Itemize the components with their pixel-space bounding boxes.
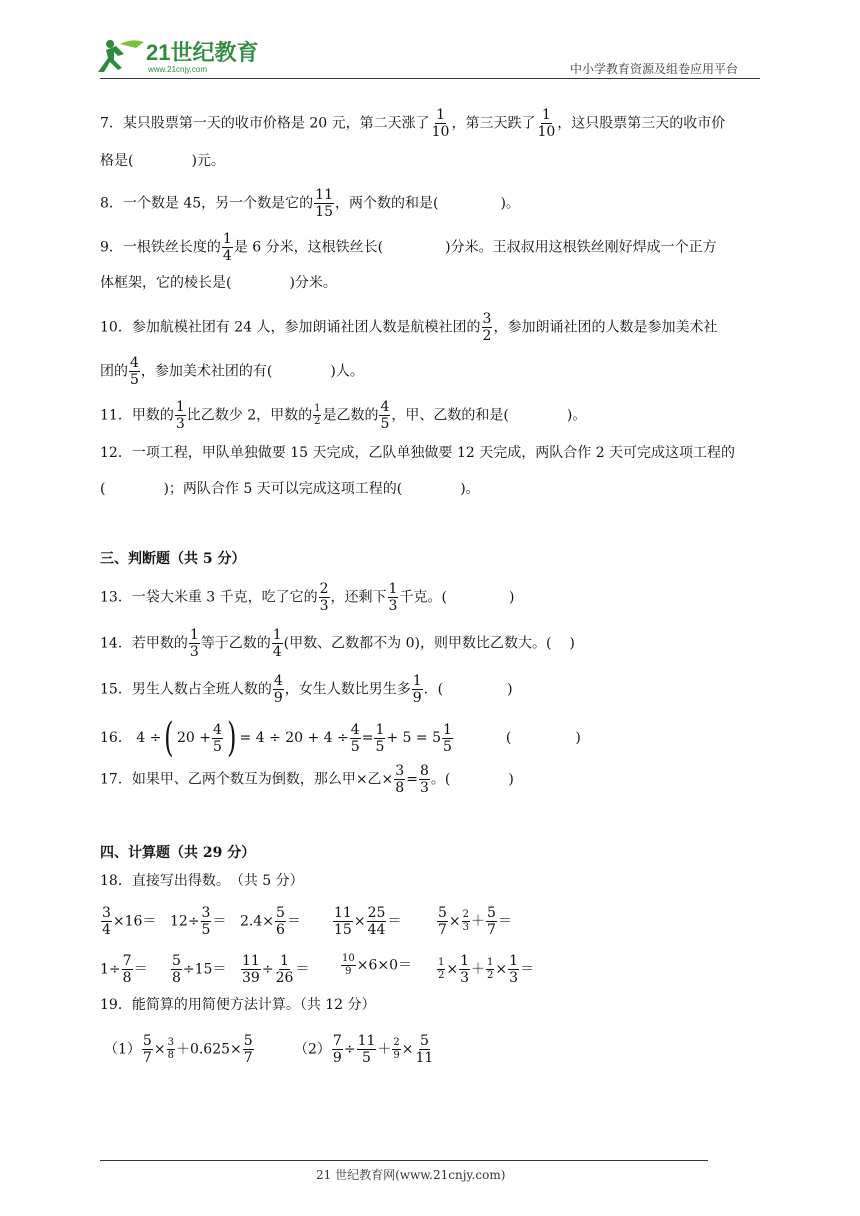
footer-rule	[100, 1160, 708, 1161]
calc-item: $\frac{5}{7}$ × $\frac{2}{3}$ ＋ $\frac{5}{7}$ ＝	[438, 905, 512, 938]
calc-item: 1÷ $\frac{7}{8}$ ＝	[100, 953, 148, 986]
question-19-part-2: （2） $\frac{7}{9}$ ÷ $\frac{11}{5}$ ＋ $\frac{2}{9}$ × $\frac{5}{11}$	[294, 1033, 434, 1066]
calc-item: 2.4× $\frac{5}{6}$ ＝	[240, 905, 301, 938]
question-17: 17．如果甲、乙两个数互为倒数，那么甲×乙× $\frac{3}{8}$ = $\frac{8}{3}$ 。( )	[100, 763, 514, 796]
calc-item: $\frac{1}{2}$ × $\frac{1}{3}$ ＋ $\frac{1}{2}$ × $\frac{1}{3}$ ＝	[438, 953, 535, 986]
calc-item: $\frac{11}{39}$ ÷ $\frac{1}{26}$ ＝	[242, 953, 310, 986]
question-7-cont: 格是( )元。	[100, 153, 225, 169]
calc-item: $\frac{10}{9}$ ×6×0＝	[342, 953, 413, 977]
question-19: 19．能简算的用简便方法计算。（共 12 分）	[100, 997, 376, 1013]
header-rule	[100, 78, 760, 79]
calc-item: $\frac{3}{4}$ ×16＝	[102, 905, 157, 938]
question-16: 16． 4 ÷( 20 + $\frac{4}{5}$ ) = 4 ÷ 20 + 4 ÷ $\frac{4}{5}$ = $\frac{1}{5}$ + 5 = 5 $\frac{1}{5}$ ( )	[100, 715, 581, 761]
calc-item: $\frac{5}{8}$ ÷15＝	[172, 953, 227, 986]
question-9-cont: 体框架，它的棱长是( )分米。	[100, 275, 337, 291]
question-19-part-1: （1） $\frac{5}{7}$ × $\frac{3}{8}$ ＋0.625× $\frac{5}{7}$	[104, 1033, 253, 1066]
calc-item: $\frac{11}{15}$ × $\frac{25}{44}$ ＝	[334, 905, 402, 938]
section-3-title: 三、判断题（共 5 分）	[100, 551, 246, 567]
question-13: 13．一袋大米重 3 千克，吃了它的 $\frac{2}{3}$ ，还剩下 $\frac{1}{3}$ 千克。( )	[100, 581, 515, 614]
question-12-cont: ( )；两队合作 5 天可以完成这项工程的( )。	[100, 481, 480, 497]
question-12: 12．一项工程，甲队单独做要 15 天完成，乙队单独做要 12 天完成，两队合作 2 天可完成这项工程的	[100, 445, 736, 461]
runner-logo-icon	[92, 34, 262, 76]
question-9: 9．一根铁丝长度的 $\frac{1}{4}$ 是 6 分米，这根铁丝长( )分米。王叔叔用这根铁丝刚好焊成一个正方	[100, 231, 717, 264]
question-15: 15．男生人数占全班人数的 $\frac{4}{9}$ ，女生人数比男生多 $\frac{1}{9}$ ．( )	[100, 673, 513, 706]
footer-text: 21 世纪教育网(www.21cnjy.com)	[316, 1168, 506, 1182]
question-7: 7．某只股票第一天的收市价格是 20 元，第二天涨了 $\frac{1}{10}$ ，第三天跌了 $\frac{1}{10}$ ，这只股票第三天的收市价	[100, 107, 726, 140]
question-8: 8．一个数是 45，另一个数是它的 $\frac{11}{15}$ ，两个数的和是( )。	[100, 187, 520, 220]
svg-text:www.21cnjy.com: www.21cnjy.com	[148, 65, 207, 74]
question-10-cont: 团的 $\frac{4}{5}$ ，参加美术社团的有( )人。	[100, 355, 364, 388]
question-10: 10．参加航模社团有 24 人，参加朗诵社团人数是航模社团的 $\frac{3}{2}$ ，参加朗诵社团的人数是参加美术社	[100, 311, 718, 344]
question-14: 14．若甲数的 $\frac{1}{3}$ 等于乙数的 $\frac{1}{4}$ (甲数、乙数都不为 0)，则甲数比乙数大。( )	[100, 627, 575, 660]
question-18: 18．直接写出得数。 （共 5 分）	[100, 873, 304, 889]
svg-text:21世纪教育: 21世纪教育	[146, 40, 259, 65]
section-4-title: 四、计算题（共 29 分）	[100, 845, 256, 861]
platform-name: 中小学教育资源及组卷应用平台	[570, 62, 739, 76]
calc-item: 12÷ $\frac{3}{5}$ ＝	[170, 905, 227, 938]
question-11: 11．甲数的 $\frac{1}{3}$ 比乙数少 2，甲数的 $\frac{1}{2}$ 是乙数的 $\frac{4}{5}$ ，甲、乙数的和是( )。	[100, 399, 587, 432]
logo	[92, 34, 262, 76]
